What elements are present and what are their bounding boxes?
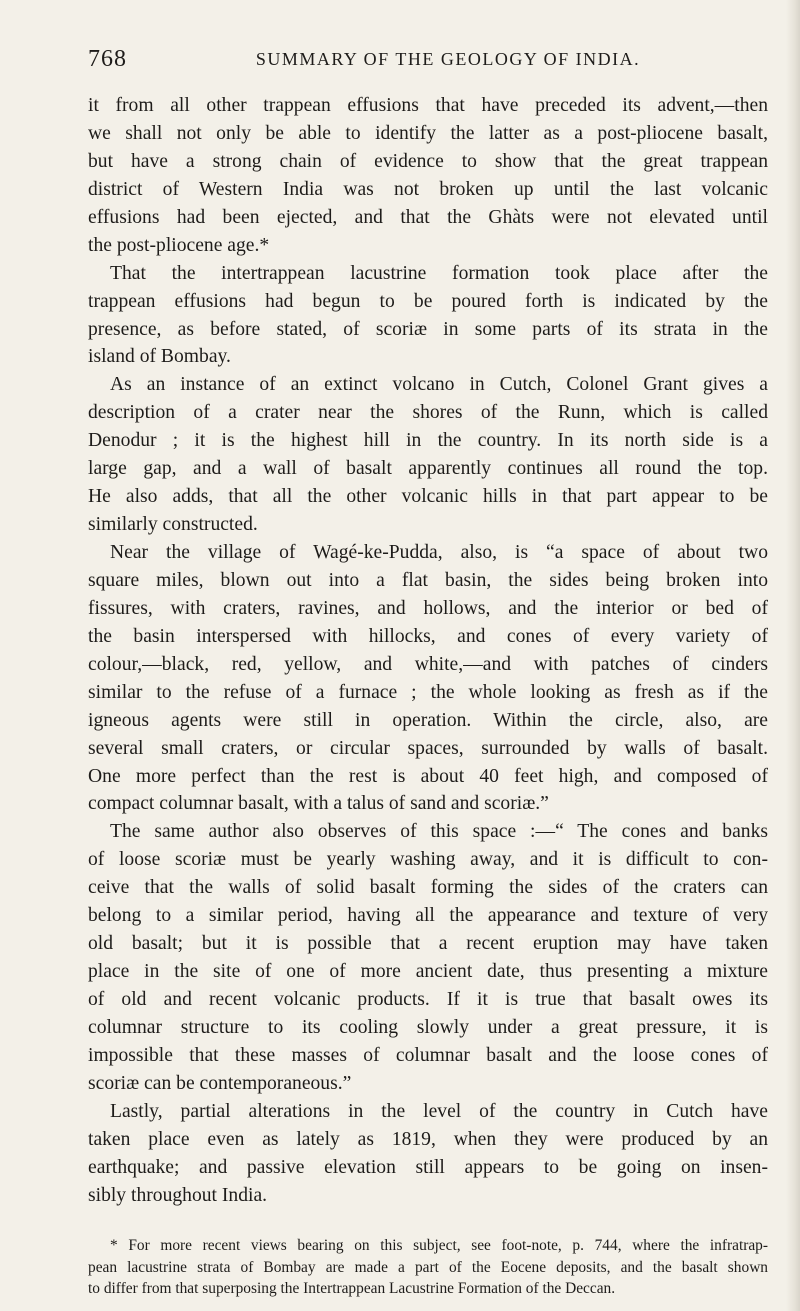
text-line: That the intertrappean lacustrine formation took place after the: [110, 262, 768, 284]
page-number: 768: [88, 46, 127, 72]
text-line: old basalt; but it is possible that a recent eruption may have taken: [88, 933, 768, 955]
text-line: ceive that the walls of solid basalt forming the sides of the craters can: [88, 877, 768, 899]
text-line: similar to the refuse of a furnace ; the whole looking as fresh as if the: [88, 681, 768, 703]
text-line: scoriæ can be contemporaneous.”: [88, 1072, 352, 1094]
text-line: He also adds, that all the other volcanic hills in that part appear to be: [88, 486, 768, 508]
footnote-line: to differ from that superposing the Intertrappean Lacustrine Formation of the Deccan.: [88, 1280, 616, 1297]
text-line: trappean effusions had begun to be poured forth is indicated by the: [88, 290, 768, 312]
text-line: belong to a similar period, having all the appearance and texture of very: [88, 905, 768, 927]
text-line: similarly constructed.: [88, 514, 258, 536]
footnote-line: pean lacustrine strata of Bombay are made a part of the Eocene deposits, and the basalt shown: [88, 1258, 768, 1276]
text-line: compact columnar basalt, with a talus of sand and scoriæ.”: [88, 793, 549, 815]
footnote: [88, 1235, 768, 1300]
running-head: SUMMARY OF THE GEOLOGY OF INDIA.: [255, 49, 641, 69]
text-line: the basin interspersed with hillocks, and cones of every variety of: [88, 625, 768, 647]
text-line: One more perfect than the rest is about 40 feet high, and composed of: [88, 765, 768, 787]
text-line: Lastly, partial alterations in the level of the country in Cutch have: [110, 1100, 768, 1122]
text-line: Near the village of Wagé-ke-Pudda, also, is “a space of about two: [110, 542, 768, 563]
text-line: sibly throughout India.: [88, 1184, 268, 1206]
text-line: large gap, and a wall of basalt apparently continues all round the top.: [88, 458, 768, 480]
page-header: [88, 46, 768, 76]
text-line: description of a crater near the shores of the Runn, which is called: [88, 402, 768, 424]
text-line: the post-pliocene age.*: [88, 234, 270, 256]
text-line: impossible that these masses of columnar basalt and the loose cones of: [88, 1044, 768, 1066]
text-line: igneous agents were still in operation. Within the circle, also, are: [88, 709, 768, 731]
text-line: but have a strong chain of evidence to show that the great trappean: [88, 150, 768, 172]
text-line: of old and recent volcanic products. If it is true that basalt owes its: [88, 989, 768, 1010]
text-line: it from all other trappean effusions that have preceded its advent,—then: [88, 95, 768, 116]
text-line: place in the site of one of more ancient date, thus presenting a mixture: [88, 961, 768, 983]
text-line: earthquake; and passive elevation still appears to be going on insen-: [88, 1156, 768, 1178]
text-line: colour,—black, red, yellow, and white,—and with patches of cinders: [88, 653, 768, 675]
text-line: square miles, blown out into a flat basin, the sides being broken into: [88, 569, 768, 591]
text-line: several small craters, or circular spaces, surrounded by walls of basalt.: [88, 737, 768, 759]
text-line: columnar structure to its cooling slowly under a great pressure, it is: [88, 1016, 768, 1038]
text-line: The same author also observes of this space :—“ The cones and banks: [110, 821, 768, 843]
text-line: taken place even as lately as 1819, when they were produced by an: [88, 1128, 768, 1150]
text-line: of loose scoriæ must be yearly washing away, and it is difficult to con-: [88, 849, 768, 871]
footnote-line: * For more recent views bearing on this subject, see foot-note, p. 744, where the infratrap-: [110, 1237, 768, 1254]
text-line: effusions had been ejected, and that the Ghàts were not elevated until: [88, 206, 768, 228]
text-line: As an instance of an extinct volcano in Cutch, Colonel Grant gives a: [110, 374, 768, 396]
text-line: island of Bombay.: [88, 346, 231, 368]
page-edge-shadow: [786, 0, 800, 1311]
text-line: we shall not only be able to identify the latter as a post-pliocene basalt,: [88, 122, 768, 144]
text-line: presence, as before stated, of scoriæ in some parts of its strata in the: [88, 318, 768, 340]
text-line: district of Western India was not broken up until the last volcanic: [88, 178, 768, 200]
text-line: Denodur ; it is the highest hill in the country. In its north side is a: [88, 430, 768, 452]
body-text: [88, 92, 768, 1210]
text-line: fissures, with craters, ravines, and hollows, and the interior or bed of: [88, 597, 768, 619]
